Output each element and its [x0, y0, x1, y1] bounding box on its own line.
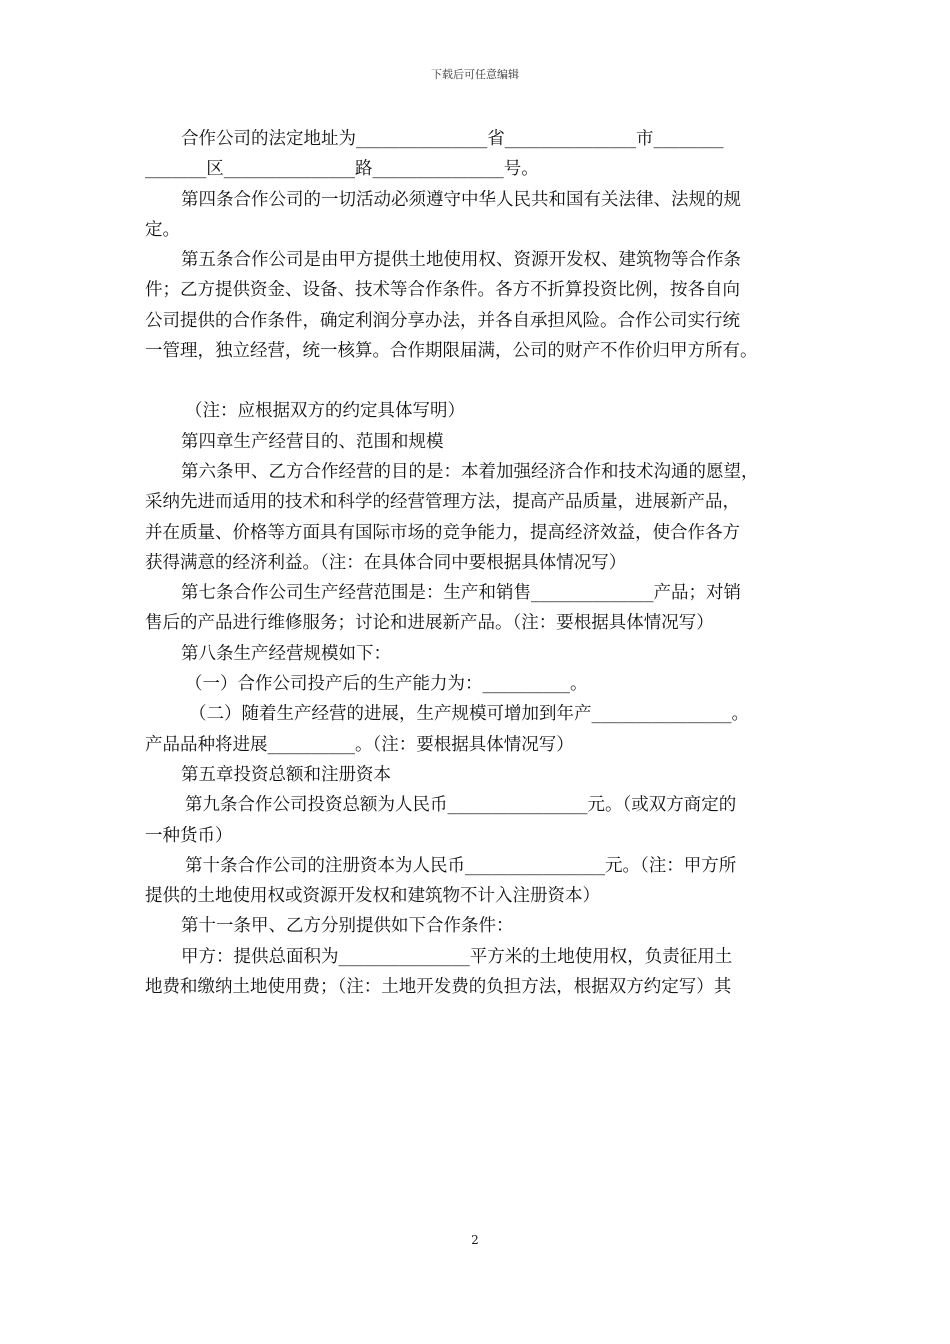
paragraph-gap [145, 366, 815, 396]
text-line: 定。 [145, 219, 180, 240]
text-line: 第七条合作公司生产经营范围是：生产和销售______________产品；对销 [181, 583, 741, 604]
text-line: 第九条合作公司投资总额为人民币________________元。（或双方商定的 [185, 795, 737, 816]
text-line: 第十条合作公司的注册资本为人民币________________元。（注：甲方所 [185, 855, 737, 876]
text-line: 一管理，独立经营，统一核算。合作期限届满，公司的财产不作价归甲方所有。 [145, 341, 758, 362]
page-header: 下载后可任意编辑 [431, 68, 519, 81]
text-line: （注：应根据双方的约定具体写明） [185, 401, 465, 422]
text-line: 第四条合作公司的一切活动必须遵守中华人民共和国有关法律、法规的规 [181, 189, 741, 210]
text-line: 一种货币） [145, 825, 233, 846]
text-line: 获得满意的经济利益。（注：在具体合同中要根据具体情况写） [145, 552, 627, 573]
text-line: 售后的产品进行维修服务；讨论和进展新产品。（注：要根据具体情况写） [145, 613, 714, 634]
text-line: 提供的土地使用权或资源开发权和建筑物不计入注册资本） [145, 886, 600, 907]
text-line: 甲方：提供总面积为_______________平方米的土地使用权，负责征用土 [181, 946, 733, 967]
text-line: 产品品种将进展__________。（注：要根据具体情况写） [145, 734, 574, 755]
text-line: 采纳先进而适用的技术和科学的经营管理方法，提高产品质量，进展新产品， [145, 492, 740, 513]
chapter-heading: 第五章投资总额和注册资本 [181, 764, 391, 785]
text-line: 并在质量、价格等方面具有国际市场的竞争能力，提高经济效益，使合作各方 [145, 522, 740, 543]
text-line: （一）合作公司投产后的生产能力为：__________。 [185, 674, 588, 695]
chapter-heading: 第四章生产经营目的、范围和规模 [181, 431, 444, 452]
document-body [145, 124, 815, 1002]
text-line: 第五条合作公司是由甲方提供土地使用权、资源开发权、建筑物等合作条 [181, 250, 741, 271]
text-line: 地费和缴纳土地使用费；（注：土地开发费的负担方法，根据双方约定写）其 [145, 977, 732, 998]
text-line: 合作公司的法定地址为_______________省_______________市________ [181, 129, 724, 149]
text-line: （二）随着生产经营的进展，生产规模可增加到年产________________。 [189, 704, 749, 725]
text-line: 第八条生产经营规模如下： [181, 643, 391, 664]
text-line: 公司提供的合作条件，确定利润分享办法，并各自承担风险。合作公司实行统 [145, 310, 740, 331]
text-line: 第十一条甲、乙方分别提供如下合作条件： [181, 916, 514, 937]
page-number: 2 [471, 1233, 479, 1247]
text-line: 第六条甲、乙方合作经营的目的是：本着加强经济合作和技术沟通的愿望， [181, 461, 759, 482]
text-line: _______区_______________路_______________号。 [145, 159, 539, 180]
text-line: 件；乙方提供资金、设备、技术等合作条件。各方不折算投资比例，按各自向 [145, 280, 740, 301]
